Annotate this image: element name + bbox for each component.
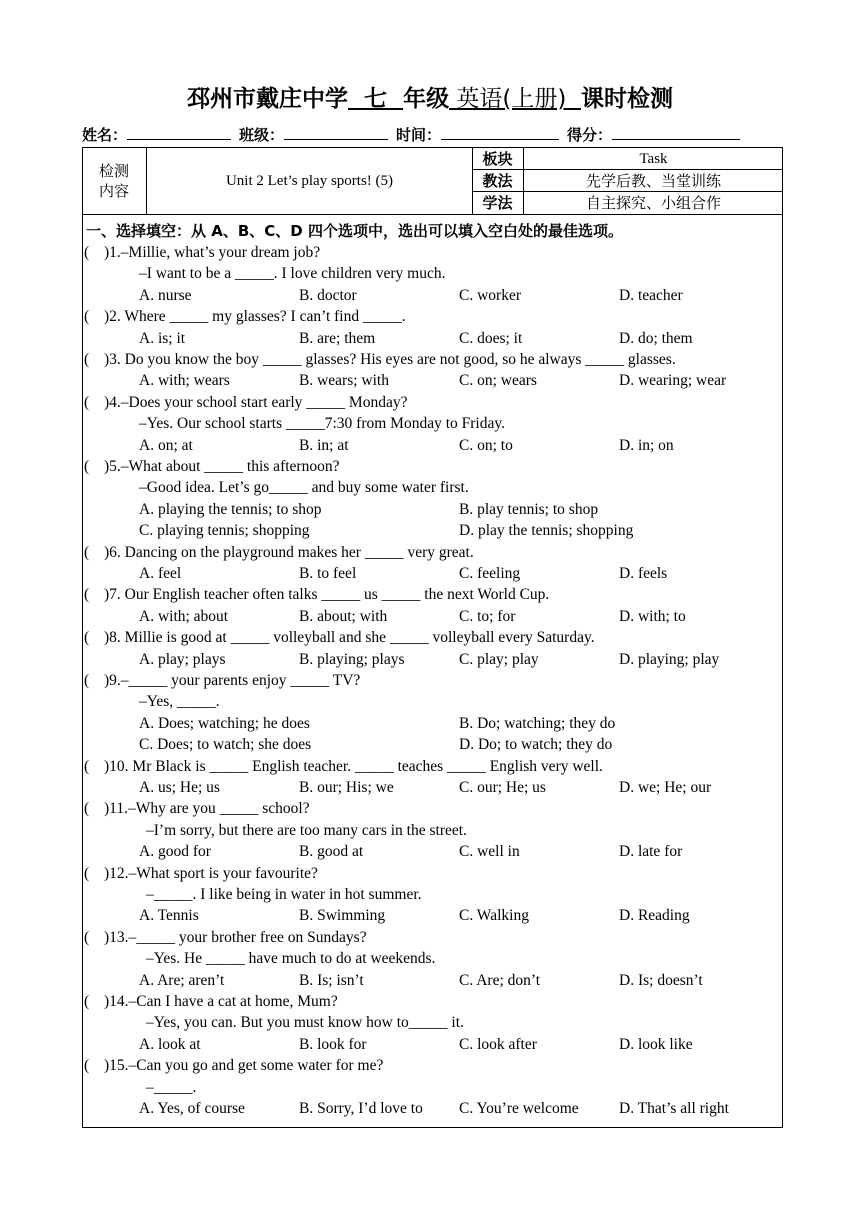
option-a[interactable]: A. Does; watching; he does bbox=[139, 714, 310, 732]
option-c[interactable]: C. play; play bbox=[459, 650, 539, 668]
option-d[interactable]: D. in; on bbox=[619, 436, 674, 454]
time-label: 时间： bbox=[396, 126, 442, 144]
question-response: –_____. bbox=[146, 1078, 197, 1096]
option-c[interactable]: C. to; for bbox=[459, 607, 516, 625]
option-c[interactable]: C. on; wears bbox=[459, 372, 537, 390]
question-response: –Yes. He _____ have much to do at weekends. bbox=[146, 950, 436, 968]
answer-bracket[interactable]: ( bbox=[84, 757, 90, 775]
option-a[interactable]: A. play; plays bbox=[139, 650, 226, 668]
option-d[interactable]: D. Do; to watch; they do bbox=[459, 736, 613, 754]
section-heading: 一、选择填空：从 A、B、C、D 四个选项中，选出可以填入空白处的最佳选项。 bbox=[86, 222, 623, 240]
answer-bracket[interactable]: ( bbox=[84, 393, 90, 411]
row-value-teaching: 先学后教、当堂训练 bbox=[585, 172, 721, 190]
question-response: –I’m sorry, but there are too many cars in the street. bbox=[146, 821, 467, 839]
option-c[interactable]: C. feeling bbox=[459, 565, 521, 582]
option-a[interactable]: A. Tennis bbox=[139, 907, 199, 925]
score-label: 得分： bbox=[567, 126, 613, 144]
option-d[interactable]: D. Reading bbox=[619, 907, 690, 925]
option-b[interactable]: B. our; His; we bbox=[299, 779, 394, 796]
option-d[interactable]: D. feels bbox=[619, 565, 668, 582]
answer-bracket[interactable]: ( bbox=[84, 1057, 90, 1075]
answer-bracket[interactable]: ( bbox=[84, 308, 90, 326]
option-a[interactable]: A. with; wears bbox=[139, 372, 230, 390]
row-key-learning: 学法 bbox=[482, 194, 513, 212]
question-stem: ( )2. Where _____ my glasses? I can’t find _____. bbox=[84, 306, 406, 327]
grade-suffix: 年级 bbox=[403, 86, 450, 112]
student-info-line bbox=[82, 124, 782, 146]
question-stem: ( )11.–Why are you _____ school? bbox=[84, 798, 310, 819]
option-d[interactable]: D. Is; doesn’t bbox=[619, 971, 703, 989]
doc-type: 课时检测 bbox=[580, 86, 673, 112]
answer-bracket[interactable]: ( bbox=[84, 629, 90, 647]
option-a[interactable]: A. is; it bbox=[139, 329, 186, 347]
row-value-block: Task bbox=[639, 151, 668, 167]
question-stem: ( )6. Dancing on the playground makes her _____ very great. bbox=[84, 542, 474, 563]
option-a[interactable]: A. on; at bbox=[139, 436, 193, 454]
answer-bracket[interactable]: ( bbox=[84, 351, 90, 368]
question-response: –Yes, _____. bbox=[139, 693, 220, 711]
option-b[interactable]: B. look for bbox=[299, 1035, 367, 1053]
answer-bracket[interactable]: ( bbox=[84, 864, 90, 882]
question-stem: ( )14.–Can I have a cat at home, Mum? bbox=[84, 991, 338, 1012]
time-blank[interactable] bbox=[441, 124, 559, 140]
answer-bracket[interactable]: ( bbox=[84, 672, 90, 689]
option-c[interactable]: C. our; He; us bbox=[459, 779, 546, 796]
question-stem: ( )8. Millie is good at _____ volleyball and she _____ volleyball every Saturday. bbox=[84, 627, 595, 648]
class-blank[interactable] bbox=[284, 124, 388, 140]
option-a[interactable]: A. Yes, of course bbox=[139, 1100, 245, 1117]
option-c[interactable]: C. You’re welcome bbox=[459, 1100, 579, 1117]
answer-bracket[interactable]: ( bbox=[84, 543, 90, 561]
answer-bracket[interactable]: ( bbox=[84, 244, 90, 261]
option-a[interactable]: A. Are; aren’t bbox=[139, 971, 225, 989]
question-response: –Yes, you can. But you must know how to_____ it. bbox=[146, 1014, 464, 1032]
option-b[interactable]: B. play tennis; to shop bbox=[459, 500, 599, 518]
name-label: 姓名： bbox=[82, 126, 128, 144]
option-a[interactable]: A. look at bbox=[139, 1035, 201, 1053]
unit-content: Unit 2 Let’s play sports! (5) bbox=[225, 173, 394, 189]
option-c[interactable]: C. Are; don’t bbox=[459, 971, 541, 989]
option-d[interactable]: D. look like bbox=[619, 1035, 693, 1053]
answer-bracket[interactable]: ( bbox=[84, 800, 90, 818]
option-d[interactable]: D. with; to bbox=[619, 607, 686, 625]
option-c[interactable]: C. does; it bbox=[459, 329, 523, 347]
option-a[interactable]: A. us; He; us bbox=[139, 779, 220, 796]
option-c[interactable]: C. well in bbox=[459, 843, 520, 861]
option-c[interactable]: C. Walking bbox=[459, 907, 529, 925]
answer-bracket[interactable]: ( bbox=[84, 458, 90, 475]
option-b[interactable]: B. in; at bbox=[299, 436, 349, 454]
option-c[interactable]: C. look after bbox=[459, 1035, 537, 1053]
option-d[interactable]: D. teacher bbox=[619, 286, 683, 304]
option-c[interactable]: C. worker bbox=[459, 286, 521, 304]
question-stem: ( )4.–Does your school start early _____ Monday? bbox=[84, 392, 407, 413]
option-b[interactable]: B. good at bbox=[299, 843, 364, 861]
question-stem: ( )12.–What sport is your favourite? bbox=[84, 863, 318, 884]
score-blank[interactable] bbox=[612, 124, 740, 140]
name-blank[interactable] bbox=[127, 124, 231, 140]
option-b[interactable]: B. Swimming bbox=[299, 907, 386, 925]
option-d[interactable]: D. wearing; wear bbox=[619, 372, 727, 390]
option-b[interactable]: B. are; them bbox=[299, 329, 376, 347]
row-value-learning: 自主探究、小组合作 bbox=[585, 194, 721, 212]
option-a[interactable]: A. nurse bbox=[139, 286, 192, 304]
option-c[interactable]: C. playing tennis; shopping bbox=[139, 522, 310, 540]
option-a[interactable]: A. good for bbox=[139, 843, 211, 861]
question-stem: ( )1.–Millie, what’s your dream job? bbox=[84, 242, 320, 263]
question-response: –I want to be a _____. I love children very much. bbox=[139, 265, 446, 283]
answer-bracket[interactable]: ( bbox=[84, 993, 90, 1010]
option-c[interactable]: C. Does; to watch; she does bbox=[139, 736, 312, 754]
table-divider bbox=[472, 191, 783, 192]
option-c[interactable]: C. on; to bbox=[459, 436, 513, 454]
option-b[interactable]: B. wears; with bbox=[299, 372, 389, 390]
option-d[interactable]: D. That’s all right bbox=[619, 1100, 729, 1117]
question-stem: ( )5.–What about _____ this afternoon? bbox=[84, 456, 339, 477]
option-b[interactable]: B. Do; watching; they do bbox=[459, 714, 616, 732]
question-response: –_____. I like being in water in hot summer. bbox=[146, 886, 422, 903]
option-b[interactable]: B. about; with bbox=[299, 607, 388, 625]
option-b[interactable]: B. Is; isn’t bbox=[299, 971, 364, 989]
class-label: 班级： bbox=[239, 126, 285, 144]
option-a[interactable]: A. feel bbox=[139, 565, 182, 582]
option-a[interactable]: A. playing the tennis; to shop bbox=[139, 500, 322, 518]
question-stem: ( )7. Our English teacher often talks _____ us _____ the next World Cup. bbox=[84, 584, 549, 605]
row-key-block: 板块 bbox=[482, 150, 513, 168]
option-d[interactable]: D. play the tennis; shopping bbox=[459, 522, 634, 540]
question-stem: ( )9.–_____ your parents enjoy _____ TV? bbox=[84, 670, 360, 691]
subject-value: 英语(上册) bbox=[456, 86, 567, 112]
school-name: 邳州市戴庄中学 bbox=[187, 86, 349, 112]
question-response: –Yes. Our school starts _____7:30 from Monday to Friday. bbox=[139, 415, 505, 433]
answer-bracket[interactable]: ( bbox=[84, 928, 90, 946]
question-stem: ( )3. Do you know the boy _____ glasses? His eyes are not good, so he always _____ glasses. bbox=[84, 349, 676, 370]
table-divider bbox=[472, 169, 783, 170]
option-d[interactable]: D. late for bbox=[619, 843, 683, 861]
option-b[interactable]: B. to feel bbox=[299, 565, 357, 582]
option-d[interactable]: D. we; He; our bbox=[619, 779, 712, 796]
answer-bracket[interactable]: ( bbox=[84, 586, 90, 604]
option-d[interactable]: D. do; them bbox=[619, 329, 693, 347]
page-title bbox=[0, 82, 860, 116]
question-stem: ( )15.–Can you go and get some water for me? bbox=[84, 1055, 383, 1076]
grade-value: 七 bbox=[364, 86, 388, 112]
row-key-teaching: 教法 bbox=[482, 172, 513, 190]
table-divider bbox=[82, 214, 783, 215]
question-stem: ( )13.–_____ your brother free on Sundays? bbox=[84, 927, 367, 948]
option-b[interactable]: B. Sorry, I’d love to bbox=[299, 1100, 423, 1117]
question-response: –Good idea. Let’s go_____ and buy some water first. bbox=[139, 479, 469, 497]
option-b[interactable]: B. doctor bbox=[299, 286, 357, 304]
option-d[interactable]: D. playing; play bbox=[619, 650, 720, 668]
option-a[interactable]: A. with; about bbox=[139, 607, 229, 625]
detection-label: 检测 内容 bbox=[98, 162, 129, 200]
question-stem: ( )10. Mr Black is _____ English teacher. _____ teaches _____ English very well. bbox=[84, 756, 603, 777]
option-b[interactable]: B. playing; plays bbox=[299, 650, 405, 668]
